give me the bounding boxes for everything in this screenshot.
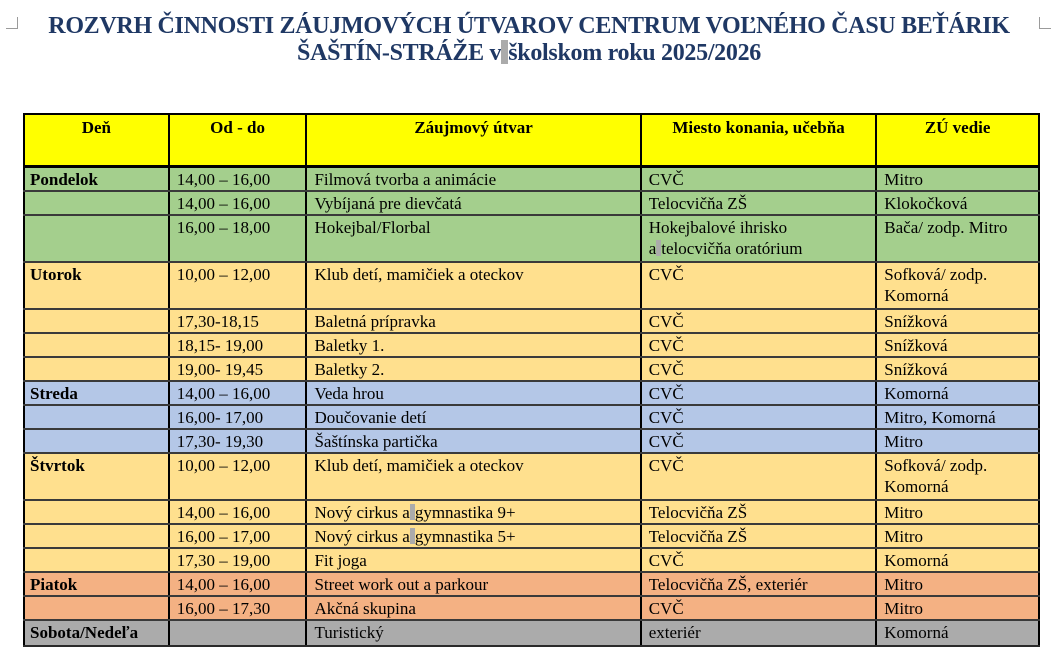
- cell-place: CVČ: [641, 405, 877, 429]
- column-header-leader: ZÚ vedie: [876, 114, 1039, 167]
- title-line-1: ROZVRH ČINNOSTI ZÁUJMOVÝCH ÚTVAROV CENTRUM VOĽNÉHO ČASU BEŤÁRIK: [48, 13, 1010, 39]
- cell-place: Telocvičňa ZŠ: [641, 524, 877, 548]
- table-row: [24, 167, 1039, 192]
- table-row: [24, 572, 1039, 596]
- cell-club: Fit joga: [306, 548, 640, 572]
- cell-time: 14,00 – 16,00: [169, 191, 307, 215]
- cell-leader: Klokočková: [876, 191, 1039, 215]
- cell-club: Vybíjaná pre dievčatá: [306, 191, 640, 215]
- cell-time: 10,00 – 12,00: [169, 262, 307, 309]
- title-line-2-before: ŠAŠTÍN-STRÁŽE v: [297, 40, 502, 66]
- table-row: [24, 548, 1039, 572]
- page-corner-mark-top-right: [1039, 17, 1051, 29]
- cell-day: [24, 500, 169, 524]
- cell-place: Telocvičňa ZŠ: [641, 500, 877, 524]
- cell-club: Šaštínska partička: [306, 429, 640, 453]
- highlighted-space: [656, 240, 661, 256]
- cell-leader: Komorná: [876, 620, 1039, 646]
- cell-time: 17,30- 19,30: [169, 429, 307, 453]
- cell-leader: Mitro: [876, 429, 1039, 453]
- table-row: [24, 500, 1039, 524]
- cell-time: 16,00- 17,00: [169, 405, 307, 429]
- table-row: [24, 405, 1039, 429]
- document-page: [0, 13, 1058, 642]
- cell-day: Sobota/Nedeľa: [24, 620, 169, 646]
- column-header-club: Záujmový útvar: [306, 114, 640, 167]
- cell-club: Street work out a parkour: [306, 572, 640, 596]
- page-corner-mark-top-left: [6, 17, 18, 29]
- cell-day: [24, 333, 169, 357]
- cell-place: CVČ: [641, 167, 877, 192]
- cell-time: 10,00 – 12,00: [169, 453, 307, 500]
- table-row: [24, 357, 1039, 381]
- cell-club: Klub detí, mamičiek a oteckov: [306, 453, 640, 500]
- cell-day: Piatok: [24, 572, 169, 596]
- cell-club: Baletky 1.: [306, 333, 640, 357]
- cell-place: Telocvičňa ZŠ, exteriér: [641, 572, 877, 596]
- table-row: [24, 381, 1039, 405]
- cell-day: [24, 405, 169, 429]
- cell-club: Filmová tvorba a animácie: [306, 167, 640, 192]
- column-header-day: Deň: [24, 114, 169, 167]
- cell-club: Turistický: [306, 620, 640, 646]
- schedule-table: [23, 113, 1040, 647]
- cell-club: Klub detí, mamičiek a oteckov: [306, 262, 640, 309]
- schedule-table-body: [24, 167, 1039, 647]
- cell-place: exteriér: [641, 620, 877, 646]
- table-row: [24, 333, 1039, 357]
- document-title: [0, 13, 1058, 67]
- cell-club: Baletná prípravka: [306, 309, 640, 333]
- cell-day: [24, 215, 169, 262]
- cell-time: 17,30 – 19,00: [169, 548, 307, 572]
- cell-club: Baletky 2.: [306, 357, 640, 381]
- cell-leader: Komorná: [876, 548, 1039, 572]
- title-line-2: [0, 40, 1058, 67]
- cell-day: [24, 548, 169, 572]
- cell-leader: Mitro: [876, 524, 1039, 548]
- cell-club: Doučovanie detí: [306, 405, 640, 429]
- cell-day: [24, 429, 169, 453]
- schedule-table-container: [23, 113, 1040, 647]
- cell-day: Pondelok: [24, 167, 169, 192]
- cell-leader: Mitro: [876, 572, 1039, 596]
- cell-day: [24, 524, 169, 548]
- cell-time: 14,00 – 16,00: [169, 167, 307, 192]
- cell-leader: Mitro: [876, 500, 1039, 524]
- cell-place: CVČ: [641, 357, 877, 381]
- cell-place: Telocvičňa ZŠ: [641, 191, 877, 215]
- cell-leader: Sofková/ zodp. Komorná: [876, 262, 1039, 309]
- cell-place: CVČ: [641, 309, 877, 333]
- cell-day: [24, 309, 169, 333]
- cell-time: 17,30-18,15: [169, 309, 307, 333]
- highlighted-space: [410, 528, 415, 544]
- cell-place: CVČ: [641, 453, 877, 500]
- cell-time: 16,00 – 17,30: [169, 596, 307, 620]
- cell-day: Štvrtok: [24, 453, 169, 500]
- cell-day: [24, 357, 169, 381]
- cell-leader: Bača/ zodp. Mitro: [876, 215, 1039, 262]
- table-row: [24, 191, 1039, 215]
- cell-place: CVČ: [641, 548, 877, 572]
- table-row: [24, 215, 1039, 262]
- table-row: [24, 429, 1039, 453]
- cell-club: Nový cirkus a gymnastika 5+: [306, 524, 640, 548]
- cell-leader: Mitro: [876, 167, 1039, 192]
- cell-place: CVČ: [641, 262, 877, 309]
- cell-leader: Mitro: [876, 596, 1039, 620]
- cell-place: Hokejbalové ihrisko a telocvičňa oratórium: [641, 215, 877, 262]
- cell-place: CVČ: [641, 381, 877, 405]
- cell-time: 14,00 – 16,00: [169, 381, 307, 405]
- cell-day: Utorok: [24, 262, 169, 309]
- highlighted-space: [410, 504, 415, 520]
- cell-leader: Snížková: [876, 333, 1039, 357]
- cell-club: Nový cirkus a gymnastika 9+: [306, 500, 640, 524]
- cell-time: 14,00 – 16,00: [169, 572, 307, 596]
- cell-leader: Komorná: [876, 381, 1039, 405]
- cell-place: CVČ: [641, 596, 877, 620]
- title-line-2-after: školskom roku 2025/2026: [508, 40, 761, 66]
- cell-place: CVČ: [641, 429, 877, 453]
- cell-club: Veda hrou: [306, 381, 640, 405]
- cell-time: 16,00 – 17,00: [169, 524, 307, 548]
- cell-club: Hokejbal/Florbal: [306, 215, 640, 262]
- cell-leader: Snížková: [876, 357, 1039, 381]
- table-row: [24, 524, 1039, 548]
- column-header-time: Od - do: [169, 114, 307, 167]
- table-row: [24, 620, 1039, 646]
- cell-time: 14,00 – 16,00: [169, 500, 307, 524]
- cell-day: Streda: [24, 381, 169, 405]
- cell-place: CVČ: [641, 333, 877, 357]
- table-row: [24, 309, 1039, 333]
- table-row: [24, 453, 1039, 500]
- cell-time: 18,15- 19,00: [169, 333, 307, 357]
- cell-day: [24, 191, 169, 215]
- cell-time: 16,00 – 18,00: [169, 215, 307, 262]
- table-row: [24, 262, 1039, 309]
- cell-leader: Sofková/ zodp. Komorná: [876, 453, 1039, 500]
- cell-leader: Snížková: [876, 309, 1039, 333]
- table-row: [24, 596, 1039, 620]
- cell-day: [24, 596, 169, 620]
- column-header-place: Miesto konania, učebňa: [641, 114, 877, 167]
- cell-club: Akčná skupina: [306, 596, 640, 620]
- schedule-table-header: [24, 114, 1039, 167]
- cell-time: [169, 620, 307, 646]
- cell-leader: Mitro, Komorná: [876, 405, 1039, 429]
- cell-time: 19,00- 19,45: [169, 357, 307, 381]
